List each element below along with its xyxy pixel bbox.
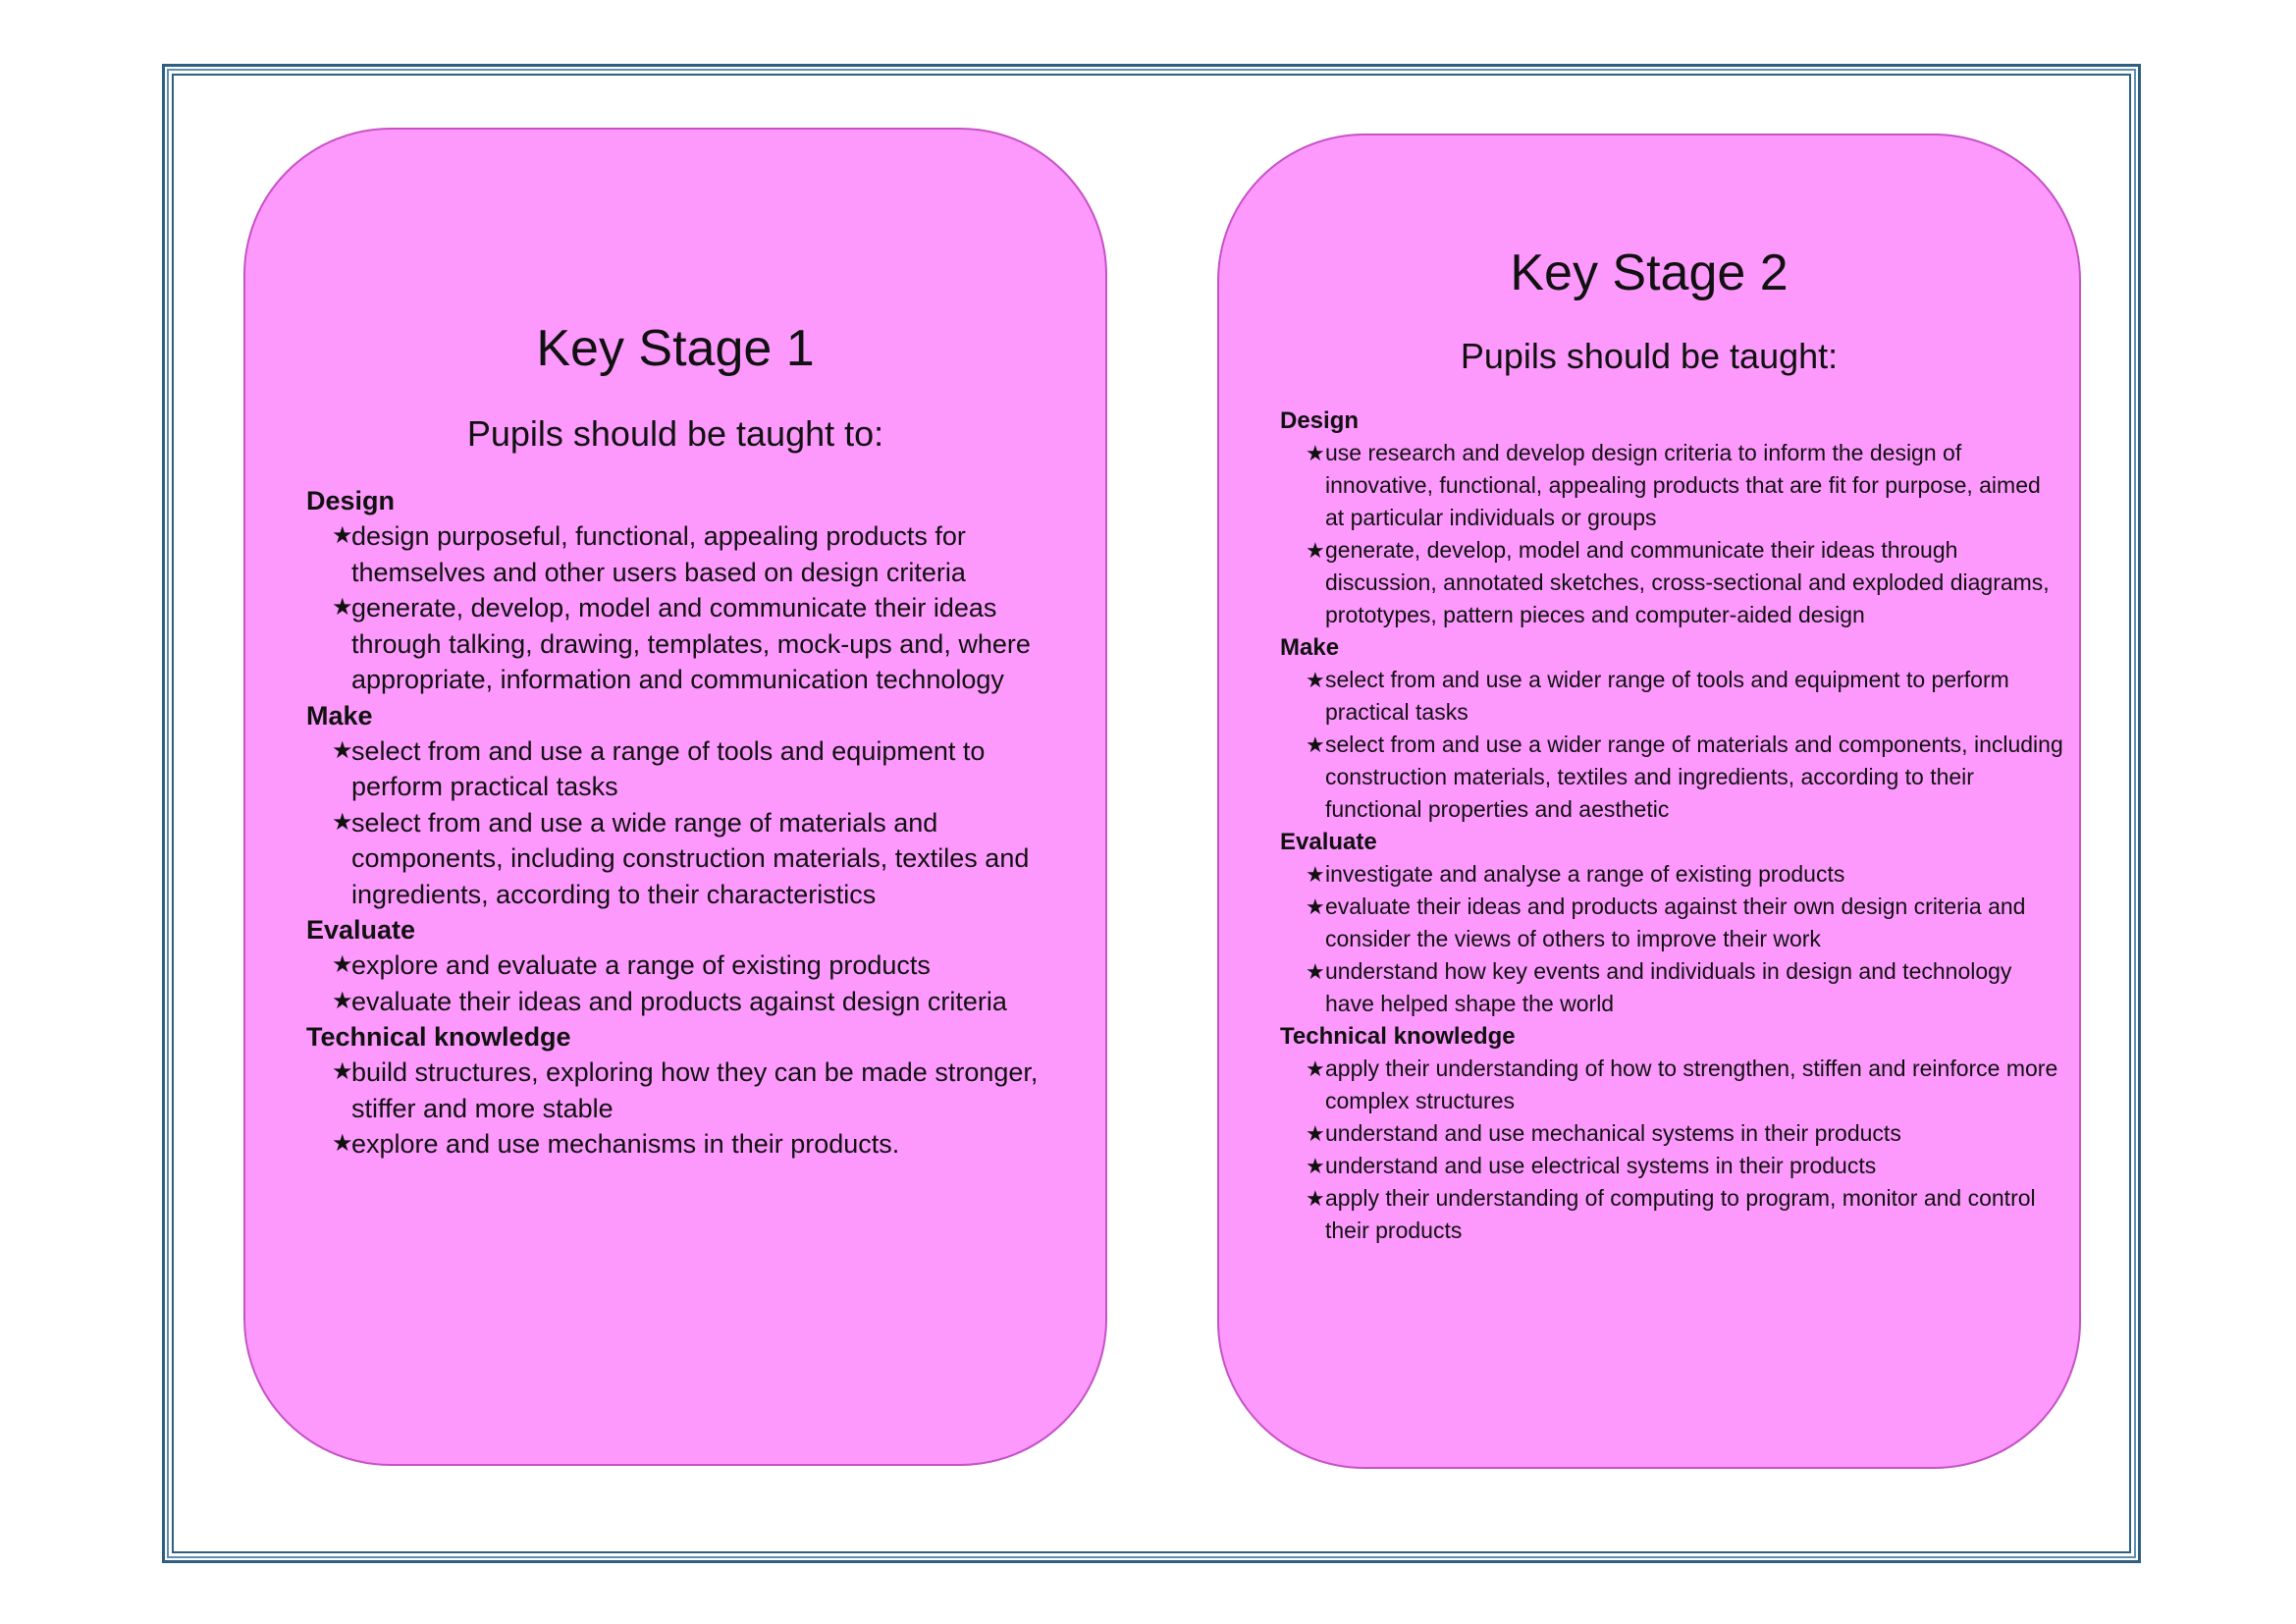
section-heading-technical-knowledge: Technical knowledge xyxy=(306,1022,571,1052)
bullet-text: select from and use a range of tools and equipment to perform practical tasks xyxy=(351,735,986,801)
star-icon: ★ xyxy=(332,1130,353,1157)
evaluate-points xyxy=(1280,858,2065,1020)
bullet-text: select from and use a wider range of materials and components, including construction materials, textiles and ingredients, according to their functional properties and aesthetic xyxy=(1325,731,2063,822)
technical-knowledge-points xyxy=(306,1055,1082,1163)
bullet-text: generate, develop, model and communicate their ideas through talking, drawing, templates, mock-ups and, where appropriate, information and communication technology xyxy=(351,593,1031,694)
star-icon: ★ xyxy=(1306,1121,1325,1146)
list-item xyxy=(306,518,1082,590)
list-item xyxy=(1280,1182,2065,1247)
star-icon: ★ xyxy=(1306,1154,1325,1178)
star-icon: ★ xyxy=(332,987,353,1014)
bullet-text: apply their understanding of computing to program, monitor and control their products xyxy=(1325,1185,2036,1243)
bullet-text: understand and use electrical systems in their products xyxy=(1325,1153,1877,1178)
bullet-text: select from and use a wide range of materials and components, including construction materials, textiles and ingredients, according to their characteristics xyxy=(351,807,1030,909)
list-item xyxy=(1280,1053,2065,1117)
card-title: Key Stage 1 xyxy=(536,320,815,377)
list-item xyxy=(306,1055,1082,1126)
section-heading-evaluate: Evaluate xyxy=(1280,829,1377,855)
key-stage-2-card xyxy=(1217,134,2081,1469)
list-item xyxy=(306,733,1082,805)
bullet-text: understand how key events and individuals in design and technology have helped shape the world xyxy=(1325,958,2012,1016)
bullet-text: generate, develop, model and communicate their ideas through discussion, annotated sketches, cross-sectional and exploded diagrams, prototypes, pattern pieces and computer-aided design xyxy=(1325,537,2050,627)
list-item xyxy=(1280,534,2065,631)
star-icon: ★ xyxy=(332,1058,353,1085)
key-stage-1-card xyxy=(243,128,1107,1466)
bullet-text: understand and use mechanical systems in their products xyxy=(1325,1120,1901,1146)
star-icon: ★ xyxy=(1306,1186,1325,1211)
bullet-text: design purposeful, functional, appealing products for themselves and other users based on design criteria xyxy=(351,521,966,587)
bullet-text: use research and develop design criteria to inform the design of innovative, functional, appealing products that are fit for purpose, aimed at particular individuals or groups xyxy=(1325,440,2041,530)
list-item xyxy=(306,984,1082,1020)
star-icon: ★ xyxy=(1306,894,1325,919)
card-subtitle: Pupils should be taught to: xyxy=(466,413,884,454)
star-icon: ★ xyxy=(332,594,353,621)
list-item xyxy=(1280,437,2065,534)
bullet-text: select from and use a wider range of tools and equipment to perform practical tasks xyxy=(1325,667,2009,725)
star-icon: ★ xyxy=(1306,862,1325,887)
section-heading-make: Make xyxy=(306,700,373,731)
card-content xyxy=(306,483,1082,1163)
section-heading-design: Design xyxy=(306,486,396,515)
design-points xyxy=(1280,437,2065,631)
star-icon: ★ xyxy=(332,736,353,764)
list-item xyxy=(306,947,1082,984)
bullet-text: build structures, exploring how they can be made stronger, stiffer and more stable xyxy=(351,1057,1039,1123)
bullet-text: evaluate their ideas and products against design criteria xyxy=(351,986,1007,1016)
section-heading-evaluate: Evaluate xyxy=(306,915,416,945)
star-icon: ★ xyxy=(1306,1056,1325,1081)
star-icon: ★ xyxy=(1306,441,1325,465)
star-icon: ★ xyxy=(332,522,353,549)
section-heading-technical-knowledge: Technical knowledge xyxy=(1280,1023,1516,1050)
make-points xyxy=(1280,664,2065,826)
section-heading-design: Design xyxy=(1280,407,1360,434)
star-icon: ★ xyxy=(1306,959,1325,984)
list-item xyxy=(1280,891,2065,955)
bullet-text: explore and use mechanisms in their products. xyxy=(351,1129,900,1159)
list-item xyxy=(1280,858,2065,891)
list-item xyxy=(1280,1117,2065,1150)
star-icon: ★ xyxy=(332,951,353,978)
list-item xyxy=(1280,955,2065,1020)
bullet-text: investigate and analyse a range of existing products xyxy=(1325,861,1845,887)
star-icon: ★ xyxy=(1306,538,1325,563)
bullet-text: apply their understanding of how to strengthen, stiffen and reinforce more complex structures xyxy=(1325,1056,2058,1113)
design-points xyxy=(306,518,1082,698)
bullet-text: evaluate their ideas and products against their own design criteria and consider the views of others to improve their work xyxy=(1325,893,2026,951)
make-points xyxy=(306,733,1082,913)
star-icon: ★ xyxy=(1306,732,1325,757)
list-item xyxy=(306,590,1082,698)
bullet-text: explore and evaluate a range of existing products xyxy=(351,950,931,980)
list-item xyxy=(1280,729,2065,826)
evaluate-points xyxy=(306,947,1082,1019)
card-subtitle: Pupils should be taught: xyxy=(1460,336,1839,376)
list-item xyxy=(1280,664,2065,729)
card-content xyxy=(1280,405,2065,1247)
star-icon: ★ xyxy=(332,808,353,836)
section-heading-make: Make xyxy=(1280,634,1340,661)
list-item xyxy=(306,805,1082,913)
list-item xyxy=(1280,1150,2065,1182)
list-item xyxy=(306,1126,1082,1163)
card-title: Key Stage 2 xyxy=(1510,244,1789,301)
technical-knowledge-points xyxy=(1280,1053,2065,1247)
star-icon: ★ xyxy=(1306,668,1325,692)
